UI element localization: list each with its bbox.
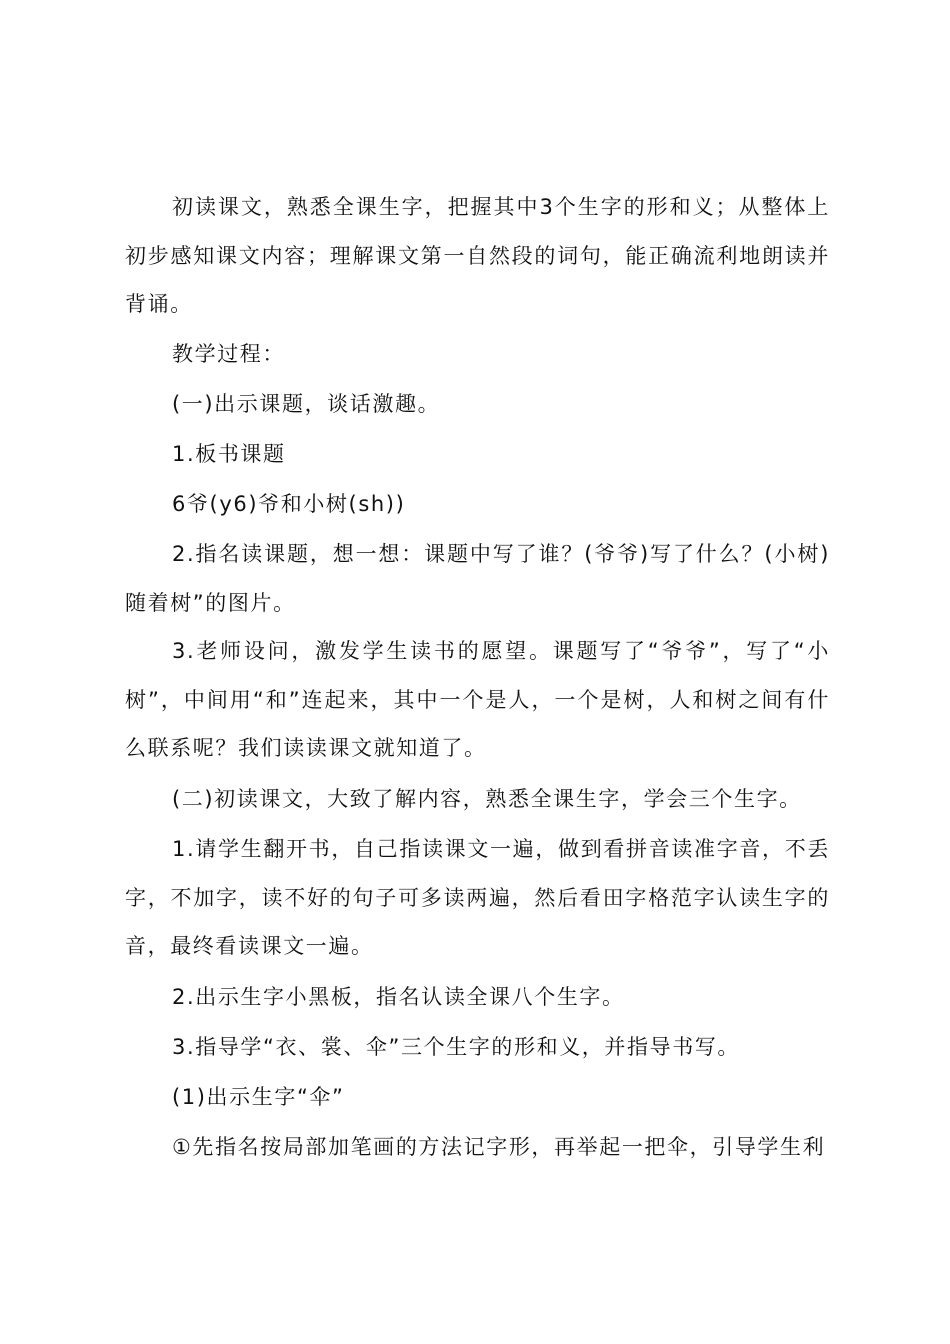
- paragraph-objectives: 初读课文，熟悉全课生字，把握其中3个生字的形和义；从整体上初步感知课文内容；理解课文第一自然段的词句，能正确流利地朗读并背诵。: [125, 195, 830, 316]
- paragraph-step-2: 2.指名读课题，想一想：课题中写了谁？(爷爷)写了什么？(小树)随着树”的图片。: [125, 542, 830, 615]
- paragraph-substep-1: (1)出示生字“伞”: [172, 1085, 345, 1109]
- paragraph-section-two-step-3: 3.指导学“衣、裳、伞”三个生字的形和义，并指导书写。: [172, 1035, 740, 1059]
- paragraph-section-two-heading: (二)初读课文，大致了解内容，熟悉全课生字，学会三个生字。: [172, 787, 802, 811]
- paragraph-section-two-step-1: 1.请学生翻开书，自己指读课文一遍，做到看拼音读准字音，不丢字，不加字，读不好的句子可多读两遍，然后看田字格范字认读生字的音，最终看读课文一遍。: [125, 837, 830, 958]
- paragraph-title-pinyin: 6爷(y6)爷和小树(sh)): [172, 492, 406, 516]
- paragraph-step-1: 1.板书课题: [172, 442, 286, 466]
- paragraph-step-3: 3.老师设问，激发学生读书的愿望。课题写了“爷爷”，写了“小树”，中间用“和”连起来，其中一个是人，一个是树，人和树之间有什么联系呢？我们读读课文就知道了。: [125, 639, 830, 760]
- paragraph-section-two-step-2: 2.出示生字小黑板，指名认读全课八个生字。: [172, 985, 625, 1009]
- paragraph-substep-circled-1: ①先指名按局部加笔画的方法记字形，再举起一把伞，引导学生利: [172, 1135, 826, 1159]
- paragraph-process-heading: 教学过程：: [172, 342, 285, 366]
- paragraph-section-one-heading: (一)出示课题，谈话激趣。: [172, 392, 441, 416]
